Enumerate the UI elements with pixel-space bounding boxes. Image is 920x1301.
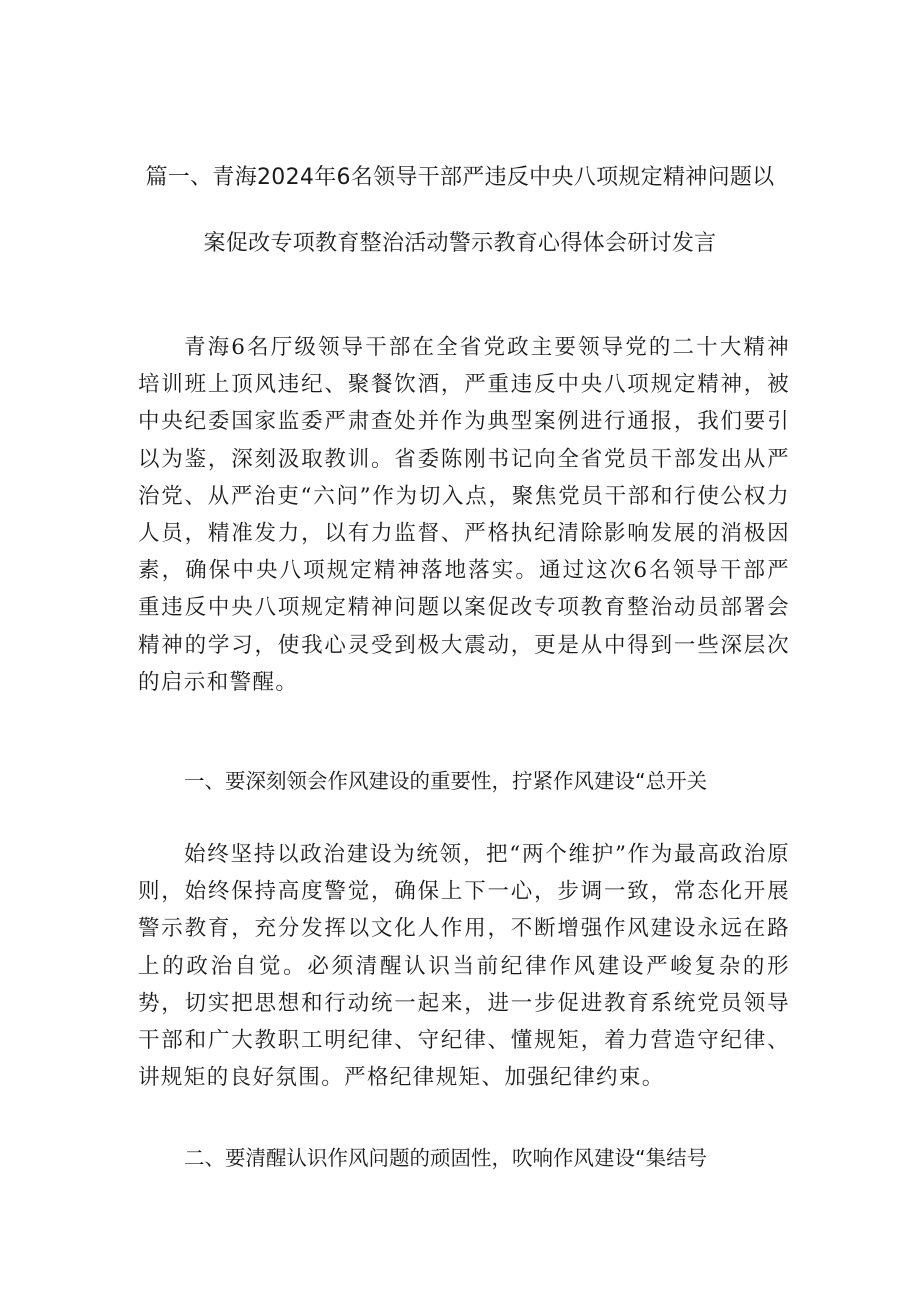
document-title-line-2: 案促改专项教育整治活动警示教育心得体会研讨发言 [203,231,717,256]
body-paragraph-1: 青海6名厅级领导干部在全省党政主要领导党的二十大精神培训班上顶风违纪、聚餐饮酒，严重违反中央八项规定精神，被中央纪委国家监委严肃查处并作为典型案例进行通报，我们要引以为鉴，深刻汲取教训。省委陈刚书记向全省党员干部发出从严治党、从严治吏“六问”作为切入点，聚焦党员干部和行使公权力人员，精准发力，以有力监督、严格执纪清除影响发展的消极因素，确保中央八项规定精神落地落实。通过这次6名领导干部严重违反中央八项规定精神问题以案促改专项教育整治动员部署会精神的学习，使我心灵受到极大震动，更是从中得到一些深层次的启示和警醒。 [138,335,790,695]
body-paragraph-2: 始终坚持以政治建设为统领，把“两个维护”作为最高政治原则，始终保持高度警觉，确保上下一心，步调一致，常态化开展警示教育，充分发挥以文化人作用，不断增强作风建设永远在路上的政治自觉。必须清醒认识当前纪律作风建设严峻复杂的形势，切实把思想和行动统一起来，进一步促进教育系统党员领导干部和广大教职工明纪律、守纪律、懂规矩，着力营造守纪律、讲规矩的良好氛围。严格纪律规矩、加强纪律约束。 [138,842,790,1091]
section-heading-1: 一、要深刻领会作风建设的重要性，拧紧作风建设“总开关 [184,769,708,793]
document-title-line-1: 篇一、青海2024年6名领导干部严违反中央八项规定精神问题以 [145,165,775,190]
section-heading-2: 二、要清醒认识作风问题的顽固性，吹响作风建设“集结号 [184,1146,708,1170]
